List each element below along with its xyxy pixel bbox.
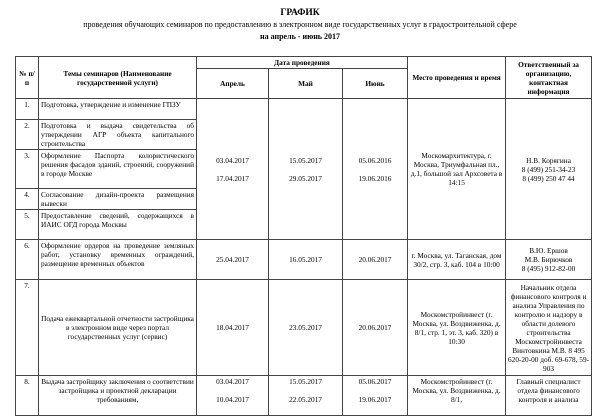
date-value: 29.05.2017 bbox=[289, 173, 322, 183]
row-number: 3. bbox=[16, 150, 39, 189]
col-header-topic: Темы семинаров (Наименование государственной услуги) bbox=[39, 57, 197, 99]
may-dates-cell bbox=[269, 99, 343, 240]
document-subtitle: проведения обучающих семинаров по предоставлению в электронном виде государственных услуг в градостроительной сфере bbox=[83, 20, 517, 29]
topic-cell: Оформление Паспорта колористического решения фасадов зданий, строений, сооружений в городе Москве bbox=[39, 150, 197, 189]
april-dates-cell: 25.04.2017 bbox=[197, 240, 269, 280]
contact-phone: 8 (499) 250 47 44 bbox=[522, 173, 575, 183]
may-dates-cell: 23.05.2017 bbox=[269, 280, 343, 376]
col-header-num: № п/п bbox=[16, 57, 39, 99]
contact-cell: Главный специалист отдела финансового контроля и анализа bbox=[506, 376, 592, 416]
row-number: 6. bbox=[16, 240, 39, 280]
date-value: 03.04.2017 bbox=[216, 155, 249, 165]
topic-cell: Подготовка и выдача свидетельства об утверждении АГР объекта капитального строительства bbox=[39, 120, 197, 150]
date-value: 03.04.2017 bbox=[216, 377, 249, 386]
contact-cell: Начальник отдела финансового контроля и анализа Управления по контролю и надзору в области долевого строительства Москомстройинвеста Винтовкина М.В. 8 495 620-20-00 доб. 69-678, 59-903 bbox=[506, 280, 592, 376]
col-header-contact: Ответственный за организацию, контактная информация bbox=[506, 57, 592, 99]
document-period: на апрель - июнь 2017 bbox=[259, 32, 341, 41]
contact-cell bbox=[506, 99, 592, 240]
contact-cell bbox=[506, 240, 592, 280]
date-value: 19.06.2017 bbox=[358, 395, 392, 404]
contact-phone: 8 (495) 912-82-00 bbox=[521, 264, 576, 273]
may-dates-cell: 16.05.2017 bbox=[269, 240, 343, 280]
document-title: ГРАФИК bbox=[280, 8, 320, 18]
date-value: 19.06.2016 bbox=[358, 173, 392, 183]
april-dates-cell: 18.04.2017 bbox=[197, 280, 269, 376]
table-row bbox=[16, 280, 592, 376]
june-dates-cell bbox=[343, 376, 408, 416]
june-dates-cell: 20.06.2017 bbox=[343, 240, 408, 280]
may-dates-cell bbox=[269, 376, 343, 416]
april-dates-cell bbox=[197, 376, 269, 416]
contact-name: В.Ю. Ершов bbox=[529, 246, 568, 255]
topic-cell: Подготовка, утверждение и изменение ГПЗУ bbox=[39, 99, 197, 120]
row-number: 5. bbox=[16, 210, 39, 240]
table-row bbox=[16, 376, 592, 416]
row-number: 2. bbox=[16, 120, 39, 150]
place-cell: Москомстройинвест (г. Москва, ул. Воздвиженка, д. 8/1, bbox=[408, 376, 506, 416]
contact-name: Н.В. Корягина bbox=[526, 155, 571, 165]
june-dates-cell: 20.06.2017 bbox=[343, 280, 408, 376]
col-header-place: Место проведения и время bbox=[408, 57, 506, 99]
topic-cell: Выдача застройщику заключения о соответствии застройщика и проектной декларации требованиям, bbox=[39, 376, 197, 416]
col-header-april: Апрель bbox=[197, 69, 269, 99]
place-cell: г. Москва, ул. Таганская, дом 30/2, стр. 3, каб. 104 в 10:00 bbox=[408, 240, 506, 280]
contact-name: М.В. Бирючков bbox=[524, 255, 573, 264]
place-cell: Москомархитектура, г. Москва, Триумфальная пл., д.1, большой зал Архсовета в 14:15 bbox=[408, 99, 506, 240]
topic-cell: Предоставление сведений, содержащихся в ИАИС ОГД города Москвы bbox=[39, 210, 197, 240]
date-value: 05.06.2017 bbox=[358, 377, 392, 386]
seminar-schedule-table bbox=[15, 56, 592, 416]
date-value: 15.05.2017 bbox=[289, 377, 322, 386]
topic-cell: Подача ежеквартальной отчетности застройщика в электронном виде через портал государственных услуг (сервис) bbox=[39, 280, 197, 376]
row-number: 8. bbox=[16, 376, 39, 416]
col-header-june: Июнь bbox=[343, 69, 408, 99]
topic-cell: Согласование дизайн-проекта размещения вывески bbox=[39, 189, 197, 210]
topic-cell: Оформление ордеров на проведение земляных работ, установку временных ограждений, размещение временных объектов bbox=[39, 240, 197, 280]
place-cell: Москомстройинвест (г. Москва, ул. Воздвиженка, д. 8/1, стр. 1, эт. 3, каб. 320) в 10:30 bbox=[408, 280, 506, 376]
date-value: 05.06.2016 bbox=[358, 155, 392, 165]
date-value: 10.04.2017 bbox=[216, 395, 249, 404]
date-value: 15.05.2017 bbox=[289, 155, 322, 165]
row-number: 1. bbox=[16, 99, 39, 120]
row-number: 4. bbox=[16, 189, 39, 210]
april-dates-cell bbox=[197, 99, 269, 240]
col-header-may: Май bbox=[269, 69, 343, 99]
table-row bbox=[16, 99, 592, 120]
date-value: 22.05.2017 bbox=[289, 395, 322, 404]
row-number: 7. bbox=[16, 280, 39, 376]
contact-phone: 8 (499) 251-34-23 bbox=[521, 164, 576, 174]
june-dates-cell bbox=[343, 99, 408, 240]
col-header-dates: Дата проведения bbox=[197, 57, 408, 69]
date-value: 17.04.2017 bbox=[216, 173, 249, 183]
table-row bbox=[16, 240, 592, 280]
